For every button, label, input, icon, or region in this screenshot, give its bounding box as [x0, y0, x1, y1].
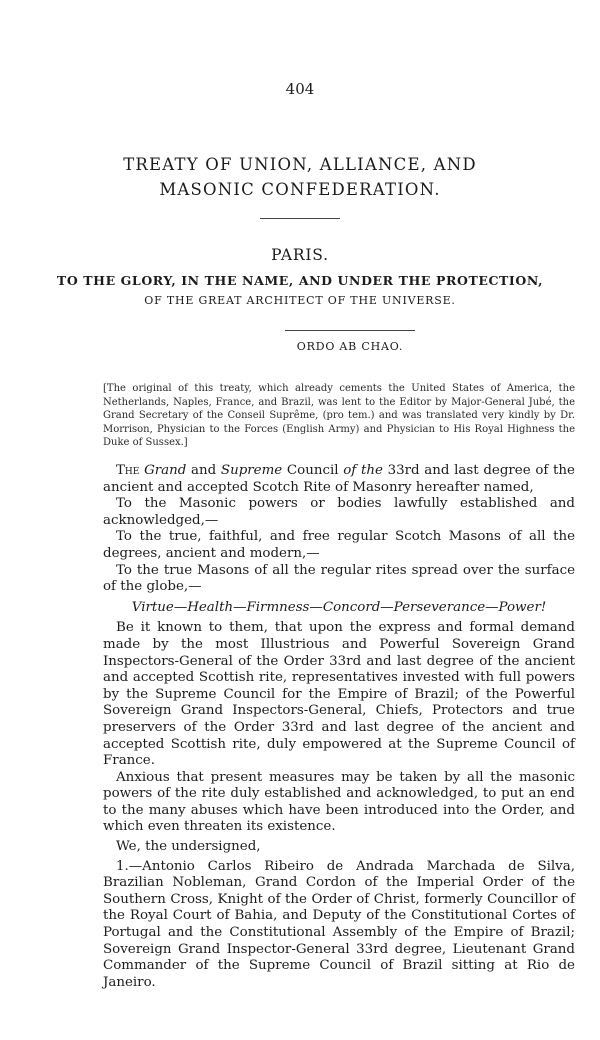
treaty-title-text: TREATY OF UNION, ALLIANCE, AND MASONIC CONFEDERATION. [123, 155, 477, 199]
title-divider [260, 218, 340, 219]
paragraph-masonic-powers: To the Masonic powers or bodies lawfully established and acknowledged,— [103, 496, 575, 528]
dedication-line-2: OF THE GREAT ARCHITECT OF THE UNIVERSE. [144, 294, 456, 307]
preamble-rest: 33rd and last degree of the ancient and accepted Scotch Rite of Masonry hereafter named, [103, 463, 575, 495]
paragraph-be-it-known: Be it known to them, that upon the express and formal demand made by the most Illustrious and Powerful Sovereign Grand Inspectors-General of the Order 33rd and last degree of the ancient and accepted Scottish rite, representatives invested with full powers by the Supreme Council for the Empire of Brazil; of the Powerful Sovereign Grand Inspectors-General, Chiefs, Protectors and true preservers of the Order 33rd and last degree of the ancient and accepted Scottish rite, duly empowered at the Supreme Council of France. [103, 620, 575, 769]
council-word: Council [282, 463, 344, 478]
the-word: The [116, 463, 140, 478]
supreme-word: Supreme [220, 463, 283, 478]
motto-divider [285, 330, 415, 331]
paragraph-preamble [103, 463, 575, 496]
of-the-word: of the [343, 463, 383, 478]
paragraph-true-masons: To the true, faithful, and free regular Scotch Masons of all the degrees, ancient and modern,— [103, 529, 575, 561]
editorial-note: [The original of this treaty, which already cements the United States of America, the Netherlands, Naples, France, and Brazil, was lent to the Editor by Major-General Jubé, the Grand Secretary of the Conseil Suprême, (pro tem.) and was translated very kindly by Dr. Morrison, Physician to the Forces (English Army) and Physician to His Royal Highness the Duke of Sussex.] [103, 383, 575, 449]
paragraph-all-rites: To the true Masons of all the regular rites spread over the surface of the globe,— [103, 562, 575, 595]
paragraph-signatory-1: 1.—Antonio Carlos Ribeiro de Andrada Marchada de Silva, Brazilian Nobleman, Grand Cordon of the Imperial Order of the Southern Cross, Knight of the Order of Christ, formerly Councillor of the Royal Court of Bahia, and Deputy of the Constitutional Cortes of Portugal and the Constitutional Assembly of the Empire of Brazil; Sovereign Grand Inspector-General 33rd degree, Lieutenant Grand Commander of the Supreme Council of Brazil sitting at Rio de Janeiro. [103, 858, 575, 990]
treaty-body [103, 463, 575, 991]
motto: ORDO AB CHAO. [296, 340, 404, 353]
paragraph-anxious: Anxious that present measures may be taken by all the masonic powers of the rite duly established and acknowledged, to put an end to the many abuses which have been introduced into the Order, and which even threaten its existence. [103, 769, 575, 835]
treaty-title [0, 152, 600, 202]
grand-word: Grand [144, 463, 187, 478]
virtue-line: Virtue—Health—Firmness—Concord—Perseverance—Power! [131, 599, 547, 615]
and-word: and [186, 463, 221, 478]
city-heading: PARIS. [271, 246, 329, 264]
page-number: 404 [285, 80, 315, 98]
dedication-line-1: TO THE GLORY, IN THE NAME, AND UNDER THE PROTECTION, [56, 273, 544, 288]
paragraph-we-undersigned: We, the undersigned, [116, 839, 261, 855]
